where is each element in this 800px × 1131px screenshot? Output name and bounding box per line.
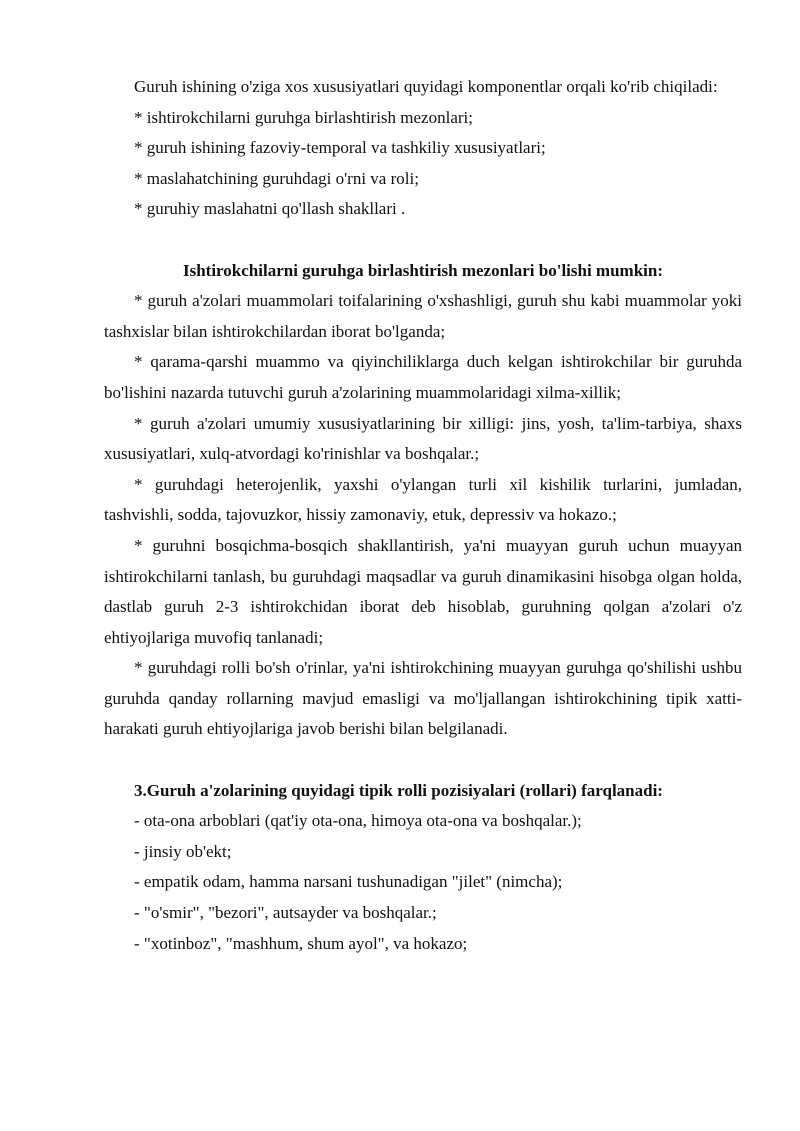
- roles-heading: 3.Guruh a'zolarining quyidagi tipik rolli pozisiyalari (rollari) farqlanadi:: [134, 780, 663, 800]
- role-item: - ota-ona arboblari (qat'iy ota-ona, himoya ota-ona va boshqalar.);: [134, 811, 582, 831]
- criteria-item: * guruhni bosqichma-bosqich shakllantirish, ya'ni muayyan guruh uchun muayyan ishtirokchilarni tanlash, bu guruhdagi maqsadlar va guruh dinamikasini hisobga olgan holda, dastlab guruh 2-3 ishtirokchidan iborat deb hisoblab, guruhning qolgan a'zolari o'z ehtiyojlariga muvofiq tanlanadi;: [104, 535, 742, 647]
- component-item: * guruh ishining fazoviy-temporal va tashkiliy xususiyatlari;: [134, 138, 546, 158]
- criteria-item: * guruhdagi rolli bo'sh o'rinlar, ya'ni ishtirokchining muayyan guruhga qo'shilishi ushbu guruhda qanday rollarning mavjud emasligi va mo'ljallangan ishtirokchining tipik xatti-harakati guruh ehtiyojlariga javob berishi bilan belgilanadi.: [104, 658, 742, 739]
- role-item: - "xotinboz", "mashhum, shum ayol", va hokazo;: [134, 933, 468, 953]
- criteria-heading: Ishtirokchilarni guruhga birlashtirish mezonlari bo'lishi mumkin:: [182, 260, 664, 280]
- component-item: * ishtirokchilarni guruhga birlashtirish mezonlari;: [134, 107, 473, 127]
- spacer: [104, 745, 742, 776]
- role-item: - jinsiy ob'ekt;: [134, 841, 232, 861]
- spacer: [104, 225, 742, 256]
- criteria-item: * guruhdagi heterojenlik, yaxshi o'ylangan turli xil kishilik turlarini, jumladan, tashvishli, sodda, tajovuzkor, hissiy zamonaviy, etuk, depressiv va hokazo.;: [104, 474, 742, 525]
- criteria-item: * guruh a'zolari umumiy xususiyatlarining bir xilligi: jins, yosh, ta'lim-tarbiya, shaxs xususiyatlari, xulq-atvordagi ko'rinishlar va boshqalar.;: [104, 413, 742, 464]
- criteria-item: * guruh a'zolari muammolari toifalarining o'xshashligi, guruh shu kabi muammolar yoki tashxislar bilan ishtirokchilardan iborat bo'lganda;: [104, 291, 742, 341]
- component-item: * maslahatchining guruhdagi o'rni va roli;: [134, 168, 419, 188]
- role-item: - empatik odam, hamma narsani tushunadigan "jilet" (nimcha);: [134, 872, 563, 892]
- document-page: [104, 72, 742, 959]
- criteria-item: * qarama-qarshi muammo va qiyinchiliklarga duch kelgan ishtirokchilar bir guruhda bo'lishini nazarda tutuvchi guruh a'zolarining muammolaridagi xilma-xillik;: [104, 352, 742, 402]
- component-item: * guruhiy maslahatni qo'llash shakllari .: [134, 199, 406, 219]
- role-item: - "o'smir", "bezori", autsayder va boshqalar.;: [134, 903, 437, 923]
- intro-paragraph: Guruh ishining o'ziga xos xususiyatlari quyidagi komponentlar orqali ko'rib chiqiladi:: [134, 77, 718, 96]
